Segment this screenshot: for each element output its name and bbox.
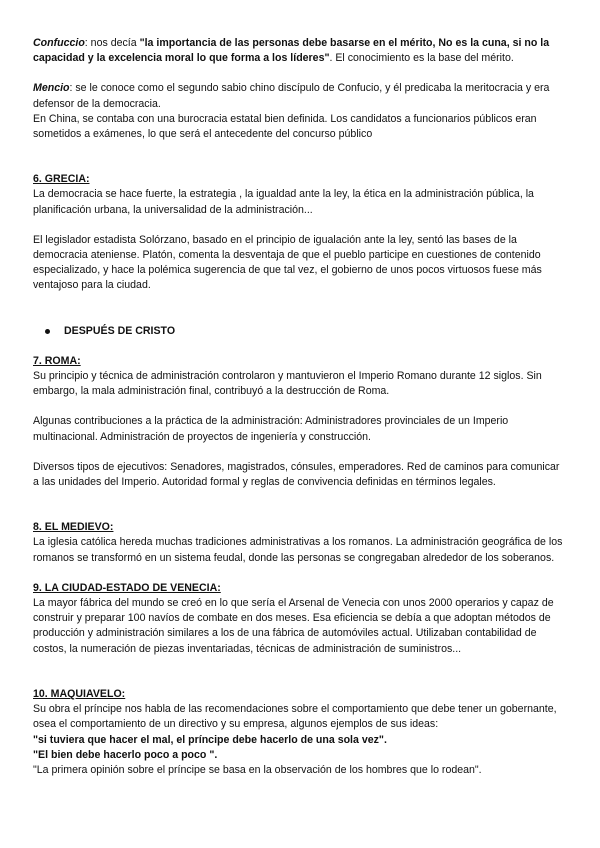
roma-heading: 7. ROMA: bbox=[33, 354, 81, 367]
maquiavelo-quote-3: "La primera opinión sobre el príncipe se basa en la observación de los hombres que lo rodean". bbox=[33, 763, 482, 776]
medievo-heading: 8. EL MEDIEVO: bbox=[33, 521, 114, 534]
medievo-paragraph-1: La iglesia católica hereda muchas tradiciones administrativas a los romanos. La administración geográfica de los romanos se transformó en un sistema feudal, donde las personas se congregaban alrededor de los soberanos. bbox=[33, 536, 563, 564]
maquiavelo-quote-1: "si tuviera que hacer el mal, el príncipe debe hacerlo de una sola vez". bbox=[33, 733, 387, 746]
china-paragraph: En China, se contaba con una burocracia estatal bien definida. Los candidatos a funcionarios públicos eran sometidos a exámenes, lo que será el antecedente del concurso público bbox=[33, 112, 537, 141]
document-page bbox=[33, 36, 568, 778]
roma-paragraph-3: Diversos tipos de ejecutivos: Senadores, magistrados, cónsules, emperadores. Red de caminos para comunicar a las unidades del Imperio. Autoridad formal y reglas de convivencia definidas en términos legales. bbox=[33, 460, 560, 489]
grecia-paragraph-2: El legislador estadista Solórzano, basado en el principio de igualación ante la ley, sentó las bases de la democracia ateniense. Platón, comenta la desventaja de que el pueblo participe en cuestiones de contenido especializado, y hace la polémica sugerencia de que tal vez, el gobierno de unos pocos virtuosos fuese más ventajoso para la ciudad. bbox=[33, 233, 542, 292]
grecia-heading: 6. GRECIA: bbox=[33, 173, 90, 186]
mencio-name: Mencio bbox=[33, 82, 70, 95]
confucio-text2: . El conocimiento es la base del mérito. bbox=[329, 52, 514, 65]
confucio-text1: : nos decía bbox=[84, 37, 140, 49]
maquiavelo-heading: 10. MAQUIAVELO: bbox=[33, 687, 126, 700]
mencio-text: : se le conoce como el segundo sabio chino discípulo de Confucio, y él predicaba la meritocracia y era defensor de la democracia. bbox=[33, 82, 550, 110]
confucio-quote: "la importancia de las personas debe basarse en el mérito, No es la cuna, si no la capacidad y la excelencia moral lo que forma a los líderes" bbox=[33, 37, 550, 65]
venecia-heading: 9. LA CIUDAD-ESTADO DE VENECIA: bbox=[33, 581, 221, 594]
maquiavelo-paragraph-1: Su obra el príncipe nos habla de las recomendaciones sobre el comportamiento que debe tener un gobernante, osea el comportamiento de un directivo y su empresa, algunos ejemplos de sus ideas: bbox=[33, 703, 557, 731]
roma-paragraph-2: Algunas contribuciones a la práctica de la administración: Administradores provinciales de un Imperio multinacional. Administración de proyectos de ingeniería y construcción. bbox=[33, 415, 509, 443]
roma-paragraph-1: Su principio y técnica de administración controlaron y mantuvieron el Imperio Romano durante 12 siglos. Sin embargo, la mala administración final, contribuyó a la destrucción de Roma. bbox=[33, 370, 542, 398]
grecia-paragraph-1: La democracia se hace fuerte, la estrategia , la igualdad ante la ley, la ética en la administración pública, la planificación urbana, la universalidad de la administración... bbox=[33, 188, 534, 216]
confucio-paragraph bbox=[33, 36, 568, 66]
confucio-name: Confuccio bbox=[33, 37, 85, 49]
bullet-icon bbox=[45, 329, 50, 334]
venecia-paragraph-1: La mayor fábrica del mundo se creó en lo que sería el Arsenal de Venecia con unos 2000 operarios y capaz de construir y preparar 100 navíos de combate en dos meses. Esa eficiencia se debía a que adoptan métodos de producción y administración similares a los de una fábrica de automóviles actual. Utilizaban contabilidad de costos, la numeración de piezas inventariadas, técnicas de administración de suministros... bbox=[33, 597, 554, 655]
bullet-despues-de-cristo bbox=[33, 324, 568, 339]
mencio-paragraph bbox=[33, 81, 568, 111]
maquiavelo-quote-2: "El bien debe hacerlo poco a poco ". bbox=[33, 748, 218, 761]
bullet-label: DESPUÉS DE CRISTO bbox=[64, 324, 176, 337]
